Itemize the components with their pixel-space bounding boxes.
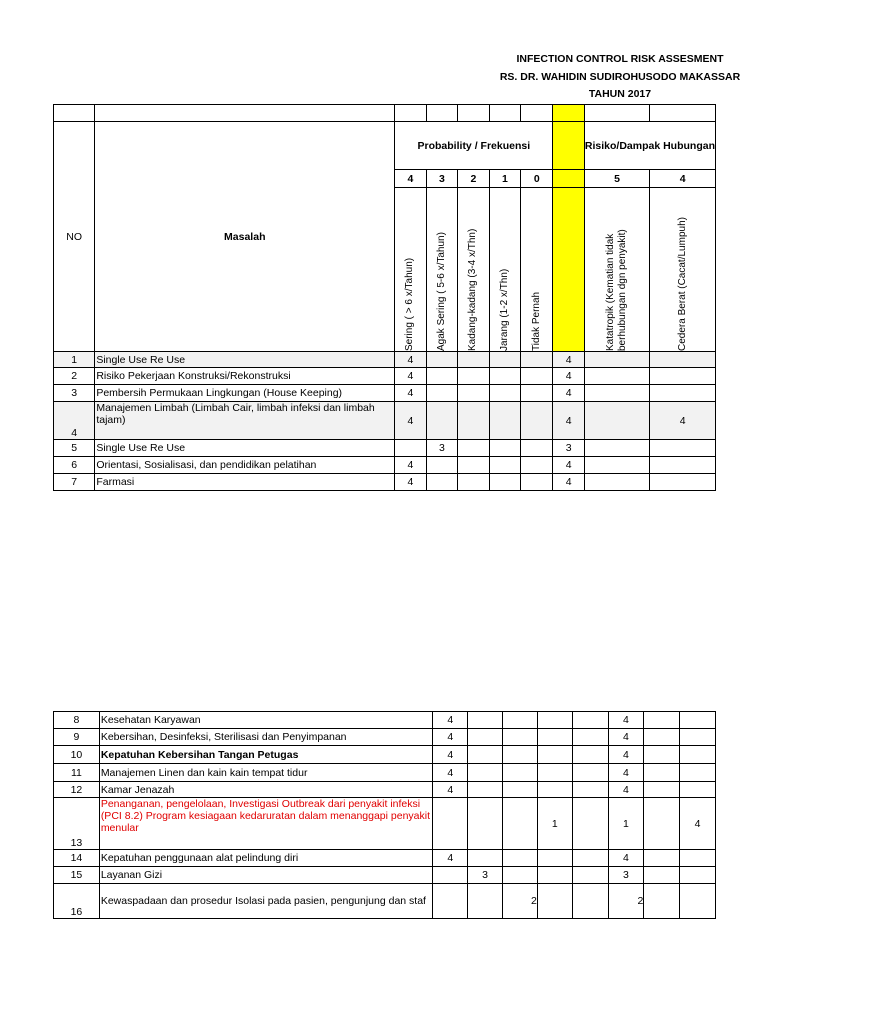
table-row <box>54 867 716 884</box>
score-cell <box>426 402 457 440</box>
risk-cell: 4 <box>650 402 716 440</box>
table-row <box>54 764 716 782</box>
score-cell <box>489 385 520 402</box>
score-cell <box>521 385 553 402</box>
risk-cell <box>650 352 716 368</box>
score-cell: 4 <box>433 764 468 782</box>
row-number: 10 <box>54 746 100 764</box>
score-cell: 2 <box>503 884 538 919</box>
risk-cell <box>584 440 650 457</box>
score-cell <box>572 867 608 884</box>
total-cell: 4 <box>608 782 644 798</box>
total-cell: 4 <box>553 385 584 402</box>
score-cell <box>468 884 503 919</box>
risk-cell <box>680 712 716 729</box>
row-masalah: Single Use Re Use <box>95 440 395 457</box>
row-masalah: Layanan Gizi <box>99 867 433 884</box>
score-cell <box>489 440 520 457</box>
score-cell <box>572 729 608 746</box>
total-cell: 4 <box>608 746 644 764</box>
row-number: 4 <box>54 402 95 440</box>
risk-cell <box>584 352 650 368</box>
score-cell <box>458 474 489 491</box>
score-cell <box>468 729 503 746</box>
report-year: TAHUN 2017 <box>588 88 652 100</box>
total-cell: 4 <box>608 850 644 867</box>
score-cell <box>537 782 572 798</box>
score-cell: 3 <box>468 867 503 884</box>
table-row <box>54 729 716 746</box>
score-cell <box>572 798 608 850</box>
score-cell <box>468 782 503 798</box>
row-masalah: Kamar Jenazah <box>99 782 433 798</box>
risk-cell <box>650 457 716 474</box>
risk-cell <box>644 746 680 764</box>
column-description: Sering ( > 6 x/Tahun) <box>404 257 416 351</box>
score-cell <box>426 368 457 385</box>
risk-cell <box>680 782 716 798</box>
table-row <box>54 712 716 729</box>
risk-cell <box>584 385 650 402</box>
risk-cell <box>584 457 650 474</box>
row-number: 15 <box>54 867 100 884</box>
column-description: Jarang (1-2 x/Thn) <box>498 268 510 351</box>
score-cell <box>503 798 538 850</box>
score-cell <box>468 798 503 850</box>
table-row <box>54 850 716 867</box>
score-cell <box>426 385 457 402</box>
table-row <box>54 782 716 798</box>
no-header: NO <box>54 122 95 352</box>
risk-cell <box>644 729 680 746</box>
score-cell <box>521 474 553 491</box>
risk-table-top <box>53 104 716 491</box>
score-header: 4 <box>395 170 426 188</box>
total-cell: 4 <box>553 457 584 474</box>
risk-cell <box>650 440 716 457</box>
score-cell <box>489 368 520 385</box>
score-cell <box>458 352 489 368</box>
total-cell: 4 <box>553 368 584 385</box>
row-number: 16 <box>54 884 100 919</box>
risk-cell <box>644 712 680 729</box>
score-header: 1 <box>489 170 520 188</box>
row-masalah: Manajemen Linen dan kain kain tempat tidur <box>99 764 433 782</box>
risk-cell <box>650 474 716 491</box>
risk-cell <box>650 368 716 385</box>
risk-cell <box>680 867 716 884</box>
score-cell <box>458 402 489 440</box>
total-cell: 4 <box>553 402 584 440</box>
total-cell: 4 <box>608 764 644 782</box>
score-cell: 4 <box>395 402 426 440</box>
risk-cell <box>584 474 650 491</box>
row-number: 12 <box>54 782 100 798</box>
risk-cell <box>650 385 716 402</box>
table-row <box>54 352 716 368</box>
column-description: Kadang-kadang (3-4 x/Thn) <box>467 228 479 351</box>
masalah-header: Masalah <box>95 122 395 352</box>
risk-cell <box>644 867 680 884</box>
score-cell: 1 <box>537 798 572 850</box>
score-cell: 4 <box>433 850 468 867</box>
total-cell: 3 <box>608 867 644 884</box>
score-cell <box>503 729 538 746</box>
table-row <box>54 798 716 850</box>
row-number: 1 <box>54 352 95 368</box>
score-cell: 4 <box>433 746 468 764</box>
row-number: 3 <box>54 385 95 402</box>
row-masalah: Farmasi <box>95 474 395 491</box>
hospital-name: RS. DR. WAHIDIN SUDIROHUSODO MAKASSAR <box>499 71 741 83</box>
score-cell <box>503 782 538 798</box>
score-header <box>553 170 584 188</box>
score-cell <box>503 867 538 884</box>
score-cell <box>537 746 572 764</box>
score-header: 3 <box>426 170 457 188</box>
score-cell: 4 <box>395 474 426 491</box>
row-masalah: Pembersih Permukaan Lingkungan (House Keeping) <box>95 385 395 402</box>
score-cell <box>537 867 572 884</box>
score-cell <box>458 368 489 385</box>
score-cell <box>521 440 553 457</box>
score-cell <box>395 440 426 457</box>
blank-row <box>54 105 716 122</box>
column-description: Cedera Berat (Cacat/Lumpuh) <box>676 217 688 351</box>
table-row <box>54 440 716 457</box>
total-cell: 4 <box>608 712 644 729</box>
score-cell <box>521 352 553 368</box>
score-cell <box>572 712 608 729</box>
score-cell <box>572 764 608 782</box>
row-number: 13 <box>54 798 100 850</box>
score-cell <box>537 764 572 782</box>
row-masalah: Kebersihan, Desinfeksi, Sterilisasi dan Penyimpanan <box>99 729 433 746</box>
probability-header: Probability / Frekuensi <box>395 122 553 170</box>
score-cell: 3 <box>426 440 457 457</box>
row-number: 11 <box>54 764 100 782</box>
group-header-row <box>54 122 716 170</box>
risk-cell <box>584 402 650 440</box>
score-cell <box>489 402 520 440</box>
table-row <box>54 457 716 474</box>
risk-cell <box>680 884 716 919</box>
score-cell <box>468 764 503 782</box>
score-cell <box>572 884 608 919</box>
risk-cell <box>644 764 680 782</box>
score-cell <box>572 850 608 867</box>
column-description: Katatropik (Kematian tidak berhubungan dgn penyakit) <box>605 229 629 351</box>
risk-header: Risiko/Dampak Hubungan <box>584 122 715 170</box>
risk-cell <box>644 782 680 798</box>
risk-cell <box>680 729 716 746</box>
row-masalah: Single Use Re Use <box>95 352 395 368</box>
row-masalah: Risiko Pekerjaan Konstruksi/Rekonstruksi <box>95 368 395 385</box>
score-cell <box>458 385 489 402</box>
total-cell: 4 <box>553 352 584 368</box>
score-header: 4 <box>650 170 716 188</box>
row-number: 2 <box>54 368 95 385</box>
total-cell: 3 <box>553 440 584 457</box>
risk-cell <box>680 850 716 867</box>
risk-cell <box>680 746 716 764</box>
score-cell <box>489 457 520 474</box>
column-description: Tidak Pernah <box>530 291 542 351</box>
score-cell <box>468 746 503 764</box>
table-row <box>54 385 716 402</box>
score-cell <box>468 712 503 729</box>
score-cell <box>537 850 572 867</box>
score-cell <box>426 352 457 368</box>
risk-cell <box>644 850 680 867</box>
score-cell: 4 <box>433 712 468 729</box>
top-rows <box>54 352 716 491</box>
score-cell <box>458 457 489 474</box>
row-number: 7 <box>54 474 95 491</box>
score-cell <box>433 884 468 919</box>
total-cell: 4 <box>608 729 644 746</box>
score-cell <box>503 764 538 782</box>
score-cell <box>426 474 457 491</box>
score-cell: 4 <box>395 457 426 474</box>
score-cell <box>426 457 457 474</box>
score-cell: 4 <box>395 368 426 385</box>
score-cell <box>537 884 572 919</box>
score-cell: 4 <box>395 352 426 368</box>
risk-cell <box>584 368 650 385</box>
score-header: 2 <box>458 170 489 188</box>
table-row <box>54 884 716 919</box>
score-cell <box>537 712 572 729</box>
score-cell <box>468 850 503 867</box>
row-number: 8 <box>54 712 100 729</box>
row-number: 9 <box>54 729 100 746</box>
row-masalah: Kepatuhan penggunaan alat pelindung diri <box>99 850 433 867</box>
score-header: 5 <box>584 170 650 188</box>
table-row <box>54 402 716 440</box>
row-masalah: Manajemen Limbah (Limbah Cair, limbah infeksi dan limbah tajam) <box>95 402 395 440</box>
score-cell <box>433 867 468 884</box>
row-masalah: Kewaspadaan dan prosedur Isolasi pada pasien, pengunjung dan staf <box>99 884 433 919</box>
row-number: 6 <box>54 457 95 474</box>
risk-cell: 4 <box>680 798 716 850</box>
score-cell <box>521 402 553 440</box>
score-cell <box>537 729 572 746</box>
row-number: 5 <box>54 440 95 457</box>
highlight-cell <box>553 105 584 122</box>
score-cell <box>503 746 538 764</box>
row-number: 14 <box>54 850 100 867</box>
table-row <box>54 368 716 385</box>
score-cell: 4 <box>433 729 468 746</box>
row-masalah: Orientasi, Sosialisasi, dan pendidikan pelatihan <box>95 457 395 474</box>
row-masalah: Penanganan, pengelolaan, Investigasi Outbreak dari penyakit infeksi (PCI 8.2) Program kesiagaan kedaruratan dalam menanggapi penyakit menular <box>99 798 433 850</box>
report-title: INFECTION CONTROL RISK ASSESMENT <box>516 53 724 65</box>
bottom-rows <box>54 712 716 919</box>
total-cell: 2 <box>608 884 644 919</box>
score-cell <box>572 746 608 764</box>
score-cell <box>503 712 538 729</box>
risk-cell <box>680 764 716 782</box>
table-row <box>54 746 716 764</box>
row-masalah: Kesehatan Karyawan <box>99 712 433 729</box>
total-cell: 4 <box>553 474 584 491</box>
score-cell <box>503 850 538 867</box>
score-cell <box>489 474 520 491</box>
score-cell <box>572 782 608 798</box>
score-cell <box>458 440 489 457</box>
score-cell: 4 <box>433 782 468 798</box>
score-cell: 4 <box>395 385 426 402</box>
score-cell <box>489 352 520 368</box>
risk-table-bottom <box>53 711 716 919</box>
score-header: 0 <box>521 170 553 188</box>
score-cell <box>521 457 553 474</box>
total-cell: 1 <box>608 798 644 850</box>
score-cell <box>521 368 553 385</box>
column-description: Agak Sering ( 5-6 x/Tahun) <box>435 232 447 351</box>
row-masalah: Kepatuhan Kebersihan Tangan Petugas <box>99 746 433 764</box>
score-cell <box>433 798 468 850</box>
risk-cell <box>644 798 680 850</box>
table-row <box>54 474 716 491</box>
risk-cell <box>644 884 680 919</box>
